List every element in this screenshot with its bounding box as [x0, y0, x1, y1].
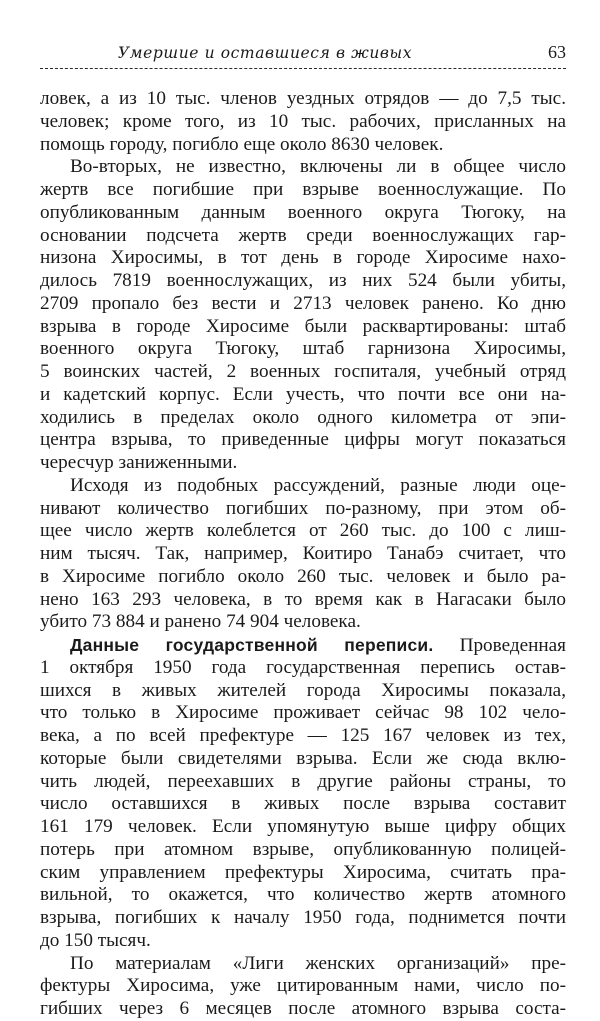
text-fragment: Проведенная: [459, 635, 567, 656]
text-line: жертв все погибшие при взрыве военнослужащие. По: [40, 179, 566, 200]
text-line: ним тысяч. Так, например, Коитиро Танабэ считает, что: [40, 543, 566, 564]
text-line: взрыва, погибших к началу 1950 года, поднимется почти: [40, 907, 566, 928]
text-line: центра взрыва, то приведенные цифры могут показаться: [40, 429, 566, 451]
text-line: ским управлением префектуры Хиросима, считать пра-: [40, 861, 566, 883]
text-line: человек; кроме того, из 10 тыс. рабочих, присланных на: [40, 110, 566, 132]
text-line: вильной, то окажется, что количество жертв атомного: [40, 884, 566, 906]
text-line: фектуры Хиросима, уже цитированным нами, число по-: [40, 975, 566, 997]
section-runin-heading: Данные государственной переписи.: [70, 635, 434, 655]
running-title: Умершие и оставшиеся в живых: [117, 44, 413, 62]
text-line: нено 163 293 человека, в то время как в Нагасаки было: [40, 588, 566, 610]
header-rule: [40, 68, 566, 69]
text-line: [40, 634, 566, 657]
text-line: взрыва в городе Хиросиме были расквартированы: штаб: [40, 315, 566, 337]
text-line: 161 179 человек. Если упомянутую выше цифру общих: [40, 816, 566, 837]
text-line: убито 73 884 и ранено 74 904 человека.: [40, 611, 361, 633]
text-line: низона Хиросимы, в тот день в городе Хиросиме нахо-: [40, 247, 566, 269]
paragraph: [40, 88, 566, 156]
paragraph: [40, 156, 566, 475]
text-line: 5 воинских частей, 2 военных госпиталя, учебный отряд: [40, 361, 566, 382]
text-line: в Хиросиме погибло около 260 тыс. человек и было ра-: [40, 565, 566, 587]
page-number: 63: [548, 42, 566, 62]
text-line: которые были свидетелями взрыва. Если же сюда вклю-: [40, 747, 566, 769]
text-line: до 150 тысяч.: [40, 929, 151, 951]
text-line: Во-вторых, не известно, включены ли в общее число: [70, 156, 566, 178]
text-line: ходились в пределах около одного километра от эпи-: [40, 406, 566, 428]
text-line: гибших через 6 месяцев после атомного взрыва соста-: [40, 998, 566, 1019]
text-line: щее число жертв колеблется от 260 тыс. до 100 с лиш-: [40, 520, 566, 542]
text-line: шихся в живых жителей города Хиросимы показала,: [40, 679, 566, 701]
text-line: дилось 7819 военнослужащих, из них 524 были убиты,: [40, 270, 566, 291]
text-line: и кадетский корпус. Если учесть, что почти все они на-: [40, 383, 566, 405]
paragraph: [40, 634, 566, 953]
text-line: нивают количество погибших по-разному, при этом об-: [40, 497, 566, 519]
text-line: чересчур заниженными.: [40, 452, 238, 473]
text-line: что только в Хиросиме проживает сейчас 98 102 чело-: [40, 702, 566, 724]
text-line: помощь городу, погибло еще около 8630 человек.: [40, 133, 444, 155]
text-line: Исходя из подобных рассуждений, разные люди оце-: [70, 474, 566, 496]
paragraph: [40, 953, 566, 1021]
text-line: чить людей, переехавших в другие районы страны, то: [40, 770, 566, 792]
text-line: потерь при атомном взрыве, опубликованную полицей-: [40, 838, 566, 860]
body-text: [40, 88, 566, 1021]
text-line: 2709 пропало без вести и 2713 человек ранено. Ко дню: [40, 292, 566, 314]
running-head: [40, 44, 566, 66]
text-line: число оставшихся в живых после взрыва составит: [40, 793, 566, 815]
text-line: опубликованным данным военного округа Тюгоку, на: [40, 201, 566, 223]
text-line: века, а по всей префектуре — 125 167 человек из тех,: [40, 725, 566, 746]
text-line: основании подсчета жертв среди военнослужащих гар-: [40, 224, 566, 246]
text-line: 1 октября 1950 года государственная перепись остав-: [40, 656, 566, 678]
paragraph: [40, 475, 566, 634]
text-line: военного округа Тюгоку, штаб гарнизона Хиросимы,: [40, 338, 566, 360]
text-line: ловек, а из 10 тыс. членов уездных отрядов — до 7,5 тыс.: [40, 88, 566, 109]
text-line: По материалам «Лиги женских организаций» пре-: [70, 952, 566, 974]
